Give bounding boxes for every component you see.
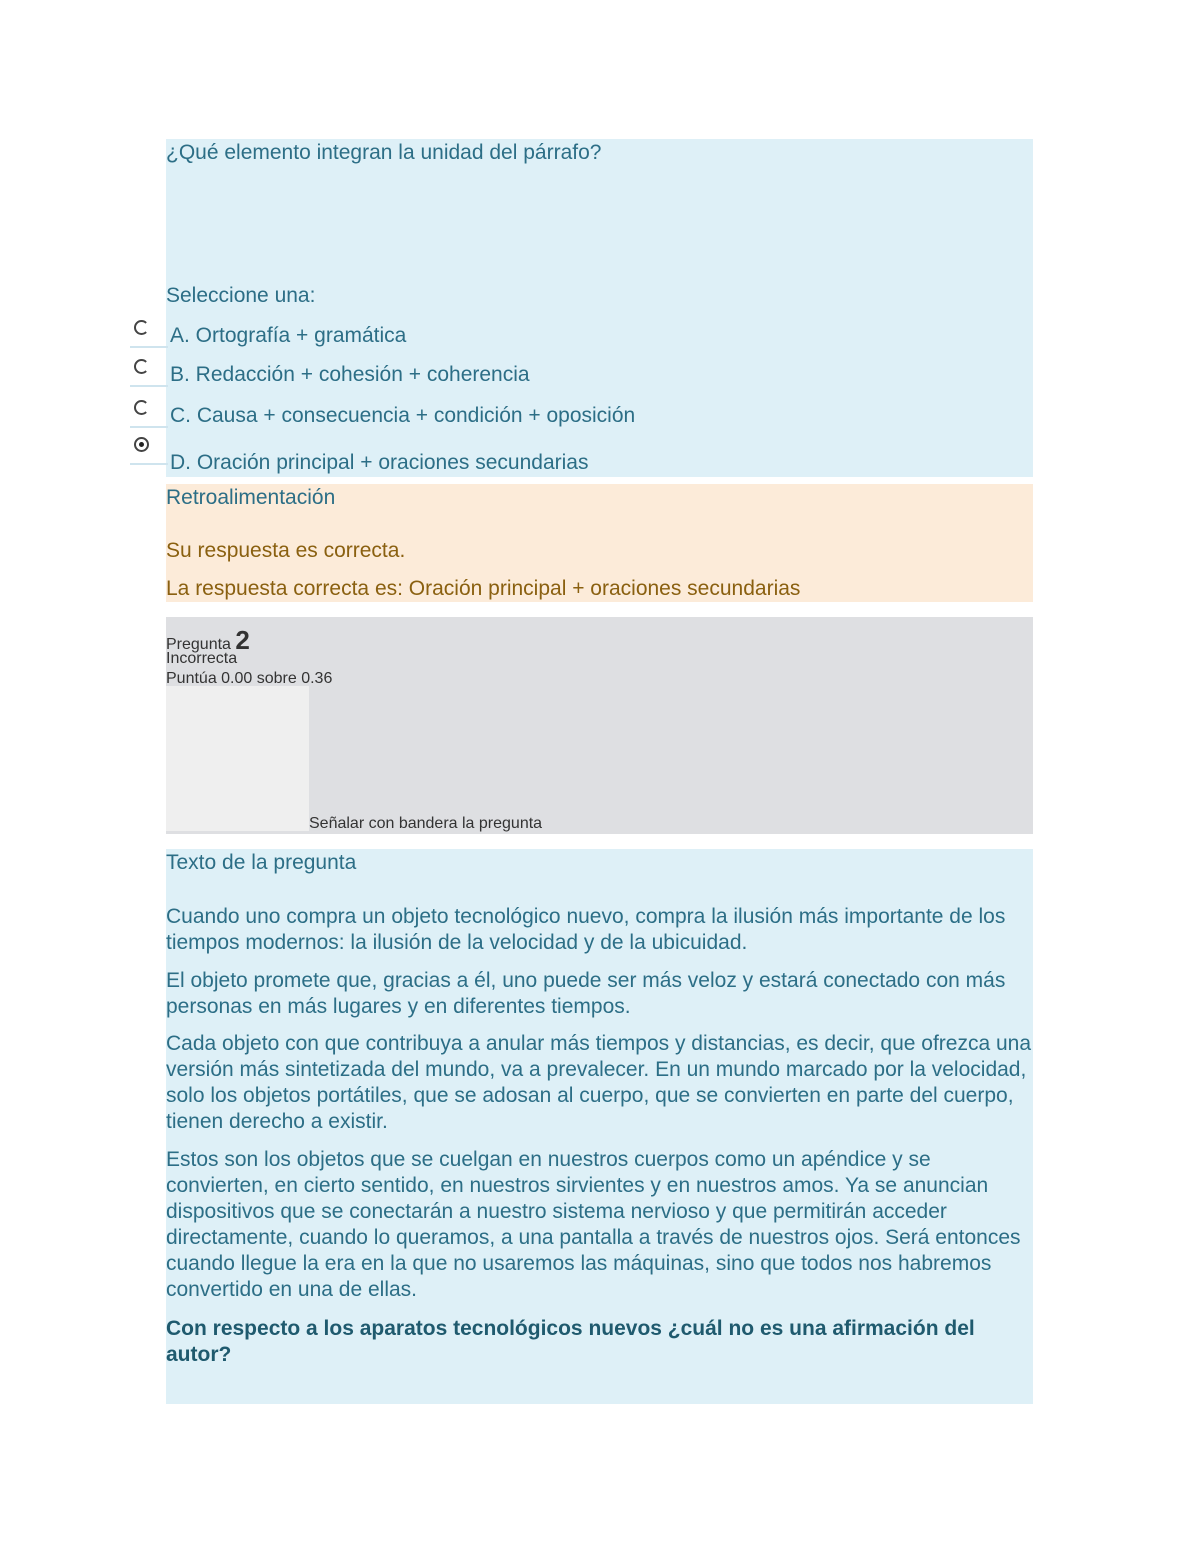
- option-a[interactable]: [130, 324, 730, 358]
- divider: [130, 426, 168, 428]
- option-c-label[interactable]: C. Causa + consecuencia + condición + oposición: [170, 404, 636, 427]
- option-b[interactable]: [130, 363, 730, 397]
- divider: [130, 385, 168, 387]
- question-2-info-sidebar: [166, 686, 309, 831]
- feedback-title: Retroalimentación: [166, 486, 336, 509]
- passage-paragraph: El objeto promete que, gracias a él, uno puede ser más veloz y estará conectado con más personas en más lugares y en diferentes tiempos.: [166, 969, 1006, 1018]
- question-2-prompt: Con respecto a los aparatos tecnológicos nuevos ¿cuál no es una afirmación del autor?: [166, 1317, 975, 1366]
- question-label: Pregunta: [166, 636, 231, 653]
- question-2-status: Incorrecta: [166, 650, 238, 667]
- question-1-text: ¿Qué elemento integran la unidad del párrafo?: [166, 141, 602, 164]
- select-one-label: Seleccione una:: [166, 284, 316, 307]
- passage-paragraph: Cuando uno compra un objeto tecnológico nuevo, compra la ilusión más importante de los tiempos modernos: la ilusión de la velocidad y de la ubicuidad.: [166, 905, 1006, 954]
- radio-selected-icon[interactable]: [134, 437, 149, 452]
- radio-unselected-icon[interactable]: [134, 359, 149, 374]
- option-b-label[interactable]: B. Redacción + cohesión + coherencia: [170, 363, 530, 386]
- feedback-result: Su respuesta es correcta.: [166, 539, 406, 562]
- question-text-title: Texto de la pregunta: [166, 851, 357, 874]
- radio-unselected-icon[interactable]: [134, 400, 149, 415]
- question-number: 2: [235, 625, 250, 655]
- passage-paragraph: Estos son los objetos que se cuelgan en nuestros cuerpos como un apéndice y se convierten, en cierto sentido, en nuestros sirvientes y en nuestros amos. Ya se anuncian dispositivos que se conectarán a nuestro sistema nervioso y que permitirán acceder directamente, cuando lo queramos, a una pantalla a través de nuestros ojos. Será entonces cuando llegue la era en la que no usaremos las máquinas, sino que todos nos habremos convertido en una de ellas.: [166, 1148, 1021, 1301]
- option-a-label[interactable]: A. Ortografía + gramática: [170, 324, 407, 347]
- passage-paragraph: Cada objeto con que contribuya a anular más tiempos y distancias, es decir, que ofrezca una versión más sintetizada del mundo, va a prevalecer. En un mundo marcado por la velocidad, solo los objetos portátiles, que se adosan al cuerpo, que se convierten en parte del cuerpo, tienen derecho a existir.: [166, 1032, 1032, 1133]
- feedback-correct-answer: La respuesta correcta es: Oración principal + oraciones secundarias: [166, 577, 801, 600]
- option-c[interactable]: [130, 404, 730, 438]
- radio-unselected-icon[interactable]: [134, 320, 149, 335]
- option-d-label[interactable]: D. Oración principal + oraciones secundarias: [170, 451, 589, 474]
- flag-question-link[interactable]: Señalar con bandera la pregunta: [309, 815, 543, 832]
- divider: [130, 463, 168, 465]
- option-d[interactable]: [130, 451, 730, 485]
- question-2-score: Puntúa 0.00 sobre 0.36: [166, 670, 333, 687]
- divider: [130, 346, 168, 348]
